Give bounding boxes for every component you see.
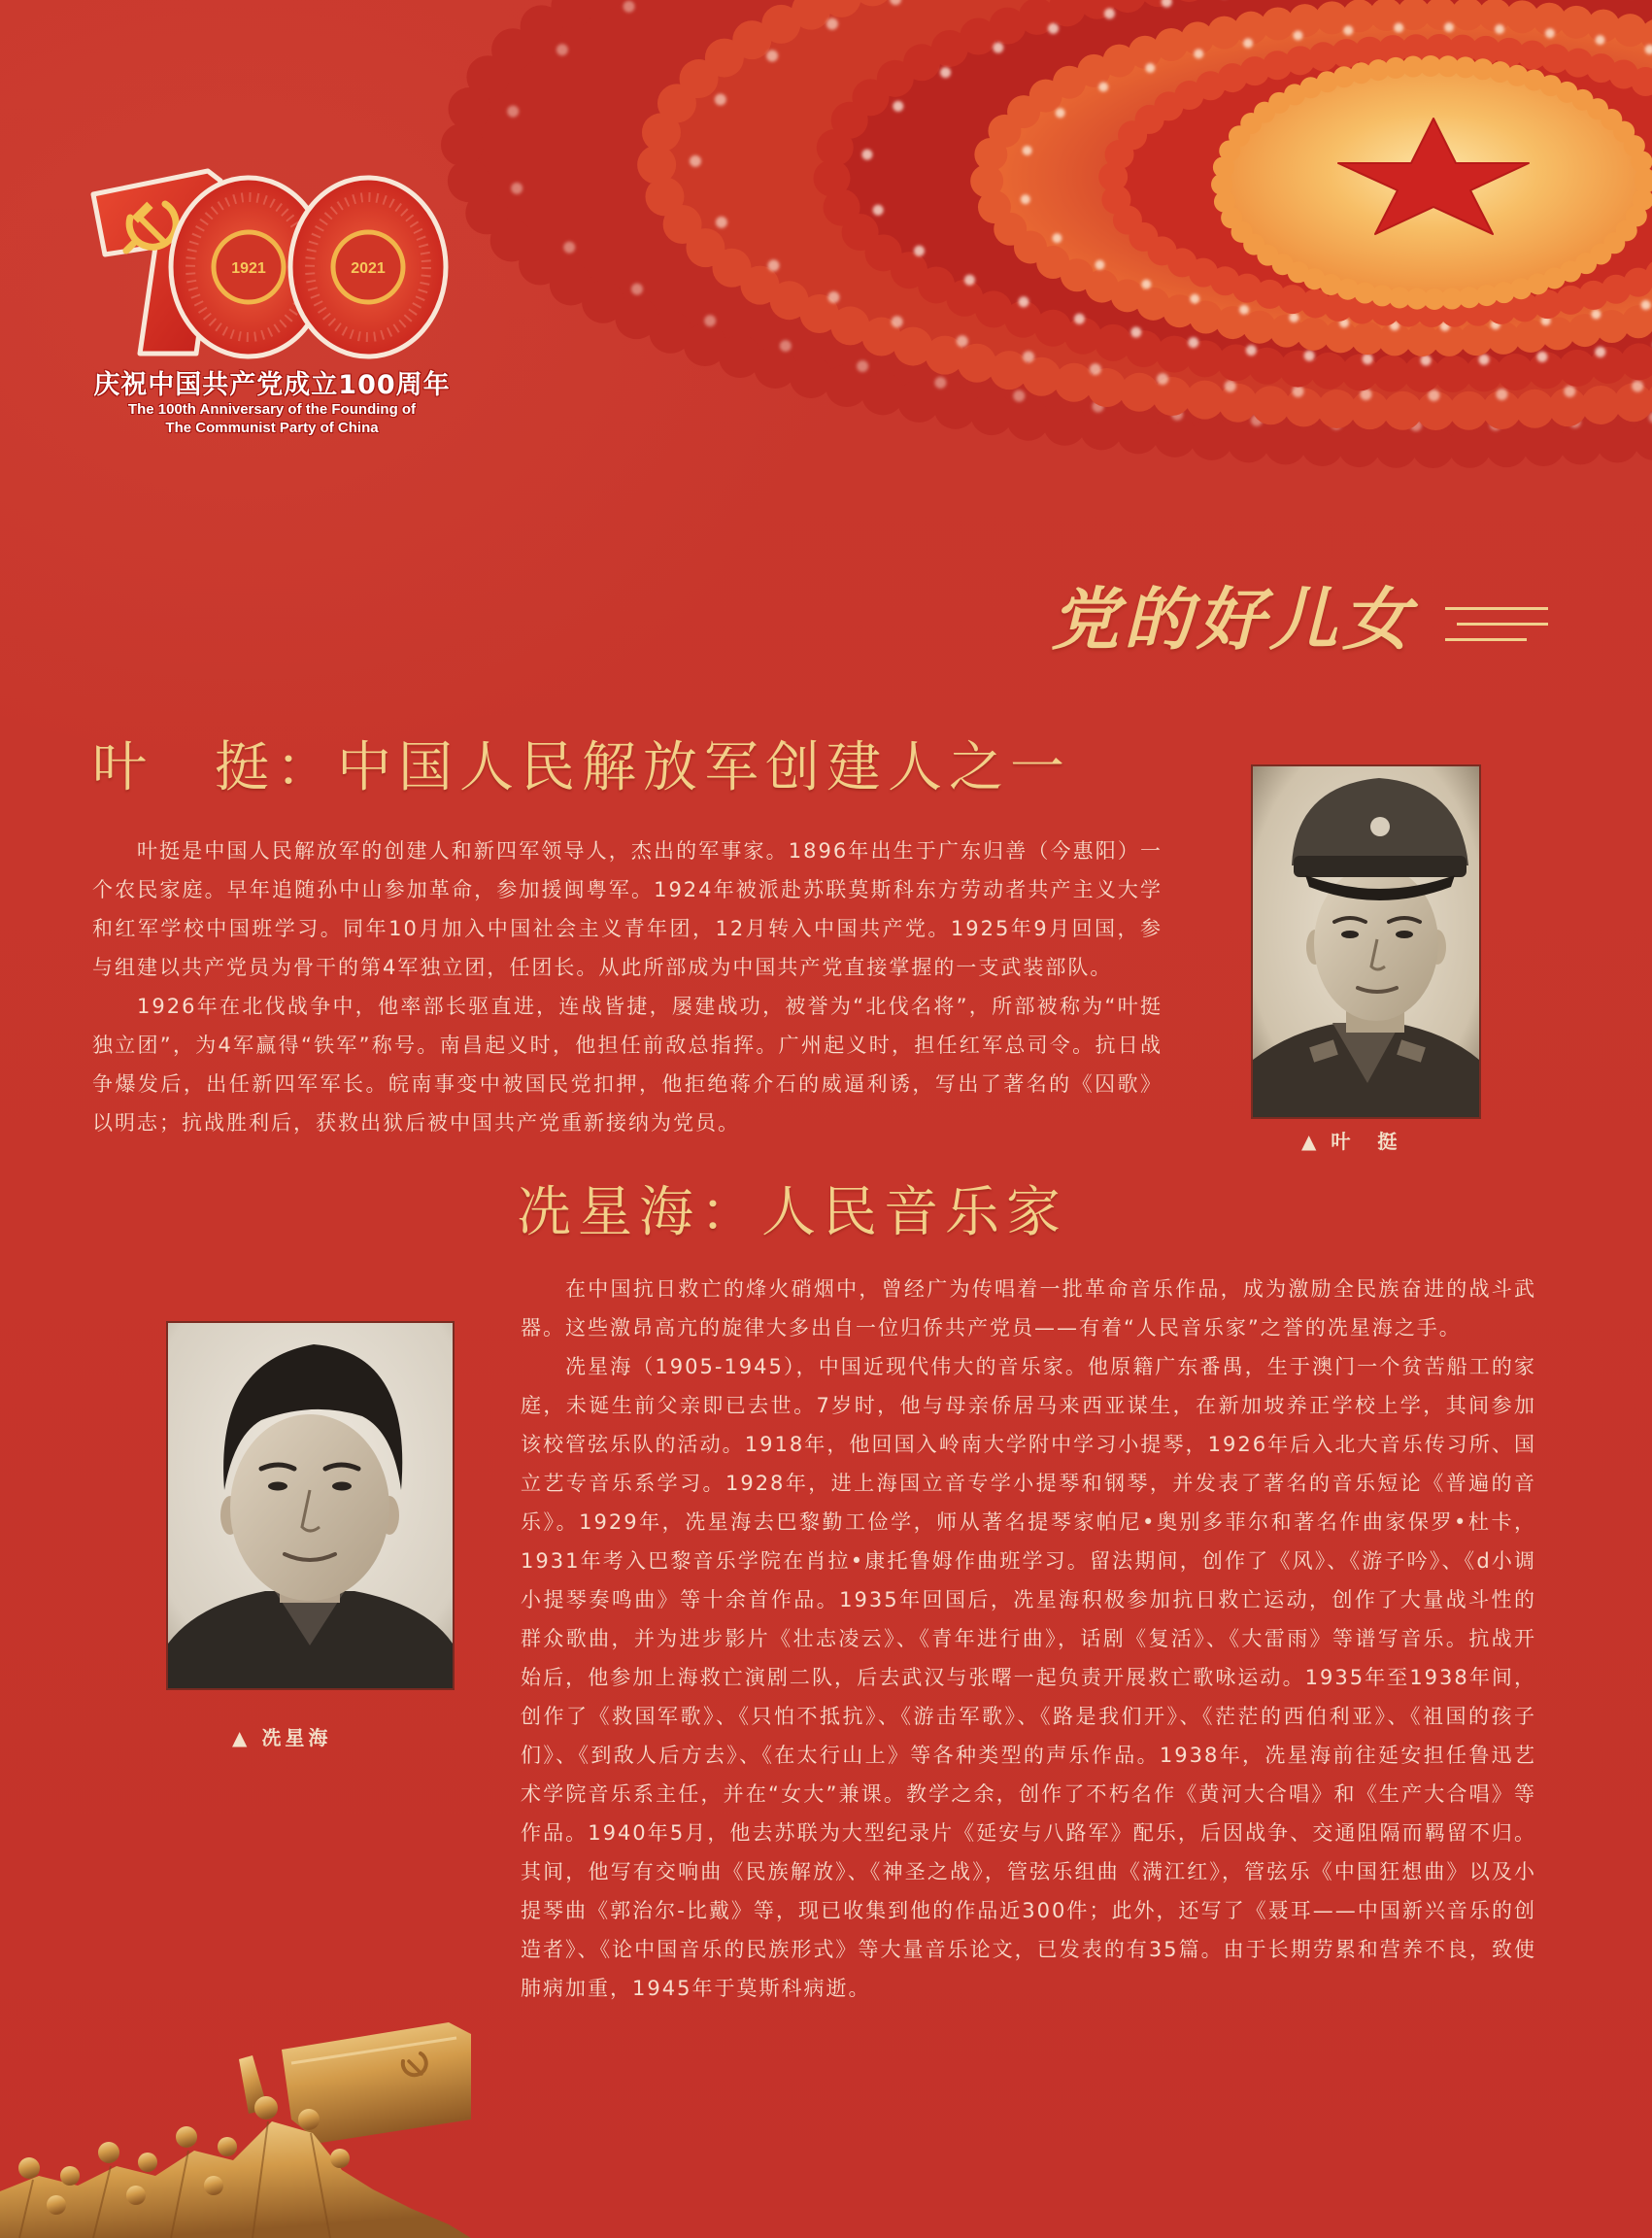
logo-year-end: 2021: [351, 260, 386, 277]
profile-heading-xian-xinghai: 冼星海：人民音乐家: [517, 1181, 1067, 1244]
section-title: 党的好儿女: [1051, 580, 1415, 660]
logo-year-start: 1921: [231, 260, 266, 277]
logo-zero-2021: [290, 178, 446, 356]
profile-body-ye-ting: [92, 831, 1163, 1142]
paragraph: 叶挺是中国人民解放军的创建人和新四军领导人，杰出的军事家。1896年出生于广东归善（今惠阳）一个农民家庭。早年追随孙中山参加革命，参加援闽粤军。1924年被派赴苏联莫斯科东方劳动者共产主义大学和红军学校中国班学习。同年10月加入中国社会主义青年团，12月转入中国共产党。1925年9月回国，参与组建以共产党员为骨干的第4军独立团，任团长。从此所部成为中国共产党直接掌握的一支武装部队。: [92, 839, 1163, 979]
title-decoration-line: [1445, 607, 1548, 610]
portrait-ye-ting: [1253, 766, 1479, 1117]
profile-body-xian-xinghai: [521, 1270, 1536, 2008]
paragraph: 1926年在北伐战争中，他率部长驱直进，连战皆捷，屡建战功，被誉为“北伐名将”，所部被称为“叶挺独立团”，为4军赢得“铁军”称号。南昌起义时，他担任前敌总指挥。广州起义时，担任红军总司令。抗日战争爆发后，出任新四军军长。皖南事变中被国民党扣押，他拒绝蒋介石的威逼利诱，写出了著名的《囚歌》以明志；抗战胜利后，获救出狱后被中国共产党重新接纳为党员。: [92, 995, 1163, 1135]
profile-heading-ye-ting: 叶 挺：中国人民解放军创建人之一: [92, 736, 1071, 799]
portrait-xian-xinghai: [168, 1323, 453, 1688]
photo-caption-xian-xinghai: ▲ 冼星海: [232, 1726, 332, 1749]
paragraph: 在中国抗日救亡的烽火硝烟中，曾经广为传唱着一批革命音乐作品，成为激励全民族奋进的战斗武器。这些激昂高亢的旋律大多出自一位归侨共产党员——有着“人民音乐家”之誉的冼星海之手。: [521, 1277, 1536, 1339]
photo-caption-ye-ting: ▲ 叶 挺: [1301, 1130, 1401, 1153]
anniversary-logo: [78, 155, 466, 364]
logo-title-english-line1: The 100th Anniversary of the Founding of: [127, 401, 417, 418]
title-decoration-line: [1445, 638, 1527, 641]
logo-title-chinese: 庆祝中国共产党成立100周年: [93, 370, 451, 400]
paragraph: 冼星海（1905-1945），中国近现代伟大的音乐家。他原籍广东番禺，生于澳门一个贫苦船工的家庭，未诞生前父亲即已去世。7岁时，他与母亲侨居马来西亚谋生，在新加坡养正学校上学，其间参加该校管弦乐队的活动。1918年，他回国入岭南大学附中学习小提琴，1926年后入北大音乐传习所、国立艺专音乐系学习。1928年，进上海国立音专学小提琴和钢琴，并发表了著名的音乐短论《普遍的音乐》。1929年，冼星海去巴黎勤工俭学，师从著名提琴家帕尼•奥别多菲尔和著名作曲家保罗•杜卡，1931年考入巴黎音乐学院在肖拉•康托鲁姆作曲班学习。留法期间，创作了《风》、《游子吟》、《d小调小提琴奏鸣曲》等十余首作品。1935年回国后，冼星海积极参加抗日救亡运动，创作了大量战斗性的群众歌曲，并为进步影片《壮志凌云》、《青年进行曲》，话剧《复活》、《大雷雨》等谱写音乐。抗战开始后，他参加上海救亡演剧二队，后去武汉与张曙一起负责开展救亡歌咏运动。1935年至1938年间，创作了《救国军歌》、《只怕不抵抗》、《游击军歌》、《路是我们开》、《茫茫的西伯利亚》、《祖国的孩子们》、《到敌人后方去》、《在太行山上》等各种类型的声乐作品。1938年，冼星海前往延安担任鲁迅艺术学院音乐系主任，并在“女大”兼课。教学之余，创作了不朽名作《黄河大合唱》和《生产大合唱》等作品。1940年5月，他去苏联为大型纪录片《延安与八路军》配乐，后因战争、交通阻隔而羁留不归。其间，他写有交响曲《民族解放》、《神圣之战》，管弦乐组曲《满江红》，管弦乐《中国狂想曲》以及小提琴曲《郭治尔-比戴》等，现已收集到他的作品近300件；此外，还写了《聂耳——中国新兴音乐的创造者》、《论中国音乐的民族形式》等大量音乐论文，已发表的有35篇。由于长期劳累和营养不良，致使肺病加重，1945年于莫斯科病逝。: [521, 1355, 1536, 2000]
monument-relief: [0, 2005, 471, 2238]
title-decoration-line: [1457, 623, 1548, 626]
logo-title-english-line2: The Communist Party of China: [165, 420, 379, 436]
